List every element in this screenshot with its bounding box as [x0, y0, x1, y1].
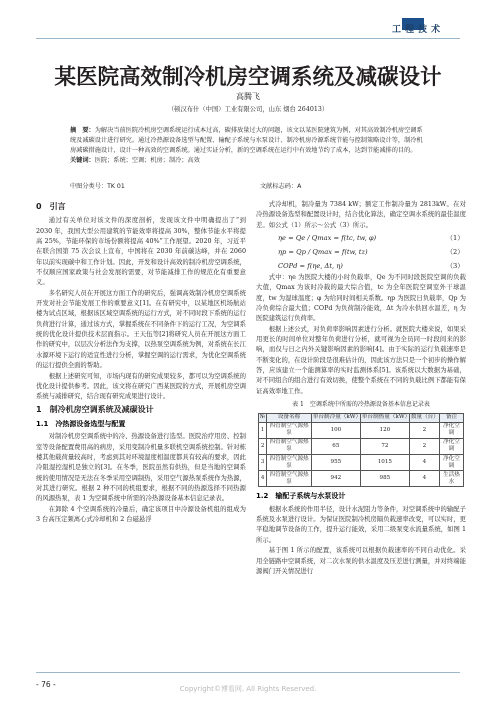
- table-cell: 4: [259, 471, 267, 487]
- table-cell: 四管制空气源热泵: [267, 455, 312, 471]
- table-cell: 120: [360, 422, 409, 438]
- table-row: [259, 455, 464, 471]
- equation-2: [256, 245, 466, 259]
- right-column: [256, 200, 466, 577]
- table-cell: 4: [409, 455, 439, 471]
- table-cell: 1: [259, 422, 267, 438]
- paragraph: 式冷却机，制冷量为 7384 kW；额定工作制冷量为 2813kW。在对冷热源设备选型和配置设计时，结合优化算法，确定空调水系统的最佳温度差。如公式（1）所示～公式（3）所示。: [256, 201, 466, 229]
- page-number: - 76 -: [36, 680, 56, 689]
- table-header-cell: 备注: [439, 413, 463, 422]
- table-cell: 2: [409, 422, 439, 438]
- equation-1-number: （1）: [446, 234, 464, 243]
- abstract: [70, 126, 426, 166]
- left-column: [36, 200, 246, 525]
- equipment-table: [258, 413, 464, 488]
- equation-3-body: COPd = f(ηe, Δt, η): [278, 262, 343, 271]
- table-cell: 4: [409, 471, 439, 487]
- table-cell: 100: [311, 422, 360, 438]
- paragraph: 对制冷机房空调系统中的冷、热源设备进行选型。医院治疗用房、控制室等设备配置费用高的病房，采用变制冷机量多联机空调系统控制。针对栋楼其他载荷量较高时，考虑到其对环境湿度相温度都具有较高的要求，因此冷阻湿控湿机是独立的[3]。在冬季，医院虽然有供热，但是当地的空调系统的使用情况是无法在冬季采用空调制热，采用空气源热泵系统作为热源，对其进行研究。根据 2 种不同的机组要求，根据不同的热源选择不同热源的风源热泵，表 1 为空调系统中所需的冷热源设备基本信息记录表。: [36, 433, 246, 503]
- table-header-cell: 设备名称: [267, 413, 312, 422]
- journal-section-label: 工程技术: [391, 25, 444, 35]
- table-header-cell: 单台制冷量（kW）: [311, 413, 360, 422]
- table-row: [259, 471, 464, 487]
- table-cell: 净化空调: [439, 438, 463, 454]
- section-1-2-heading: 1.2 输配子系统与水泵设计: [256, 492, 346, 501]
- author-name: 高腾飞: [236, 92, 260, 101]
- table-cell: 3: [259, 455, 267, 471]
- equation-1-body: ηe = Qe / Qmax = f(tc, tw, φ): [278, 234, 377, 243]
- table-cell: 四管制空气源热泵: [267, 422, 312, 438]
- copyright-watermark: Copyright©博看网. All Rights Reserved.: [179, 685, 317, 693]
- section-0-heading: 0 引言: [36, 202, 66, 211]
- table-cell: 942: [311, 471, 360, 487]
- table-cell: 65: [311, 438, 360, 454]
- table-header-cell: 数量（台）: [409, 413, 439, 422]
- article-title: 某医院高效制冷机房空调系统及减碳设计: [54, 65, 442, 90]
- table-cell: 985: [360, 471, 409, 487]
- equation-3: [256, 259, 466, 273]
- table-header-cell: №: [259, 413, 267, 422]
- table-cell: 955: [311, 455, 360, 471]
- table-cell: 2: [259, 438, 267, 454]
- section-1-1-heading: 1.1 冷热源设备选型与配置: [36, 419, 126, 428]
- table-row: [259, 438, 464, 454]
- equation-1: [256, 231, 466, 245]
- footer-rule: [36, 672, 460, 673]
- table-header-row: [259, 413, 464, 422]
- table-1-title: 表 1 空调系统中所需的冷热源设备基本信息记录表: [292, 401, 430, 409]
- paragraph: 根据水系统的作用半径，设计水泥阻力等条件，对空调系统中的输配子系统及水泵进行设计。为保证医院制冷机房隔负载速率改变，可以实时，更平稳地调节设备的工作，提升运行能效，采用二级泵变水流量系统，如图 1 所示。: [256, 505, 466, 544]
- table-cell: 净化空调: [439, 422, 463, 438]
- equation-2-body: ηp = Qp / Qmax = f(tw, tz): [278, 248, 368, 257]
- section-1-heading: 1 制冷机房空调系统及减碳设计: [36, 404, 154, 414]
- abstract-text: 为解决当前医院冷机房空调系统运行成本过高，碳排放量过大的问题，该文以某医院建筑为例，对其高效制冷机房空调系统及减碳设计进行研究。通过冷热源设备选型与配置、输配子系统与水泵设计、制冷机房冷源系统节能与控制策略设计等，制冷机房减碳措施设计，设计一种高效的空调系统。通过实证分析，新的空调系统在运行中有效地节约了成本，达到节能减排的目的。: [70, 127, 423, 154]
- table-cell: 四管制空气源热泵: [267, 471, 312, 487]
- header-rule: [36, 38, 460, 39]
- keywords-text: 医院；系统；空调；机房；制冷；高效: [94, 156, 200, 164]
- paragraph: 根据上述公式，对负荷率影响因素进行分析。就医院大楼来说，如果采用更长的时间单位对整年负荷进行分析，就可视为全员同一时段间来的影响，而仅与日之内外关键影响因素的影响[4]。由于实际的运行负载速率是不断变化的，在设计阶段是很难估计的，因此该方法只是一个初步的操作解答，应该建立一个能测算率的实时监测体系[5]。该系统以大数据为基础，对不同组合的组合进行有效切换，使整个系统在不同的负载比例下都能有保证高效率地工作。: [256, 325, 466, 395]
- table-cell: 四管制空气源热泵: [267, 438, 312, 454]
- equation-3-number: （3）: [446, 262, 464, 271]
- paragraph: 根据上述研究可知，市场内现有的研究成果较多，都可以为空调系统的优化设计提供参考。因此，该文将在研究广西某医院的方式，开展机房空调系统与减排研究，结合现有研究成果进行设计。: [36, 372, 246, 401]
- table-cell: 生活热水: [439, 471, 463, 487]
- paragraph: 通过有关单位对该文件的深度剖析，发现该文件中明确提出了“到 2030 年，我国大型公用建筑的节能效率将提高 30%，整体节能水平将提高 25%，节能环保的市场份额将提高 40%”工作展望。2020 年，习近平在联合国第 75 次会议上宣布，中国将在 2030 年前碳达峰，并在 2060 年以前实现碳中和工作计划。因此，开发和设计高效的制冷机房空调系统，不仅顺应国家政策与社会发展的需要，对节能减排工作的规范化有重要意义。: [36, 217, 246, 287]
- document-code: 文献标志码：A: [260, 183, 302, 190]
- table-row: [259, 422, 464, 438]
- paragraph: 在卸除 4 个空调系统的冷量后，确定该项目中冷源设备机组的组成为 3 台高压定频离心式冷却机和 2 台磁悬浮: [36, 505, 246, 523]
- table-header-cell: 单台制热量（kW）: [360, 413, 409, 422]
- table-cell: 1015: [360, 455, 409, 471]
- abstract-label: 摘 要：: [70, 127, 95, 134]
- table-cell: 72: [360, 438, 409, 454]
- equation-2-number: （2）: [446, 248, 464, 257]
- paragraph: 基于图 1 所示的配置，该系统可以根据负载速率的不同自动优化。采用全链路中空调系统，对二次水泵的供水温度及压差进行测量，并对终端能源阀门开关情况进行: [256, 547, 466, 575]
- paragraph: 式中：ηe 为医院大楼的小时负载率，Qe 为不同时段医院空调的负载大值，Qmax 为该时冷载的最大综合值，tc 为全年医院空调室外干球温度，tw 为湿球温度；φ 为给同时间相关系数。ηp 为医院日负载率，Qp 为冷负荷综合最大值；COPd 为负荷制冷能效，Δt 为冷水供回水温差，η 为医院建筑运行负荷率。: [256, 274, 466, 323]
- table-cell: 净化空调: [439, 455, 463, 471]
- author-affiliation: （顿汉布什（中国）工业有限公司，山东 烟台 264013）: [167, 106, 329, 113]
- table-cell: 2: [409, 438, 439, 454]
- keywords-label: 关键词：: [70, 156, 95, 164]
- clc-number: 中图分类号：TK 01: [70, 183, 125, 190]
- paragraph: 多名研究人员在开展这方面工作的研究后，强调高效制冷机房空调系统开发对社会节能发展工作的重要意义[1]。在有研究中，以某地区机场航站楼为试点区域，根据该区域空调系统的运行方式，对不同时段下系统的运行负荷进行计算，通过该方式，掌握系统在不同条件下的运行工况，为空调系统的优化设计提供技术层面指示。王天伍等[2]将研究人员在开展这方面工作的研究中，以层次分析法作为支撑，以热泵空调系统为例，对系统在长江水源环境下运行的适宜性进行分析，掌握空调的运行需求，为优化空调系统的运行提供全面的帮助。: [36, 289, 246, 370]
